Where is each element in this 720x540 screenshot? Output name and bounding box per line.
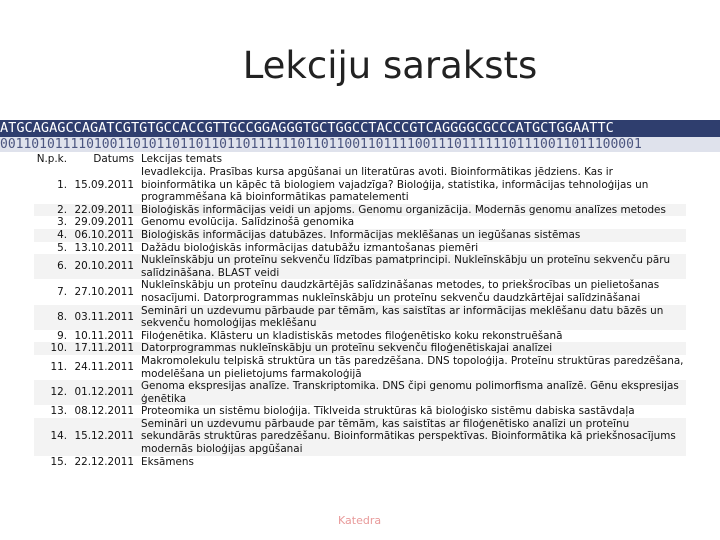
table-row [34,229,686,242]
row-topic: Datorprogrammas nukleīnskābju un proteīnu sekvenču filoģenētiskajai analīzei [140,342,686,355]
row-topic: Dažādu bioloģiskās informācijas datubāžu izmantošanas piemēri [140,242,686,255]
row-number: 3. [34,216,73,229]
row-date: 13.10.2011 [73,242,140,255]
row-number: 9. [34,330,73,343]
table-row [34,216,686,229]
table-row [34,305,686,330]
row-number: 5. [34,242,73,255]
row-topic: Semināri un uzdevumu pārbaude par tēmām, kas saistītas ar filoģenētisko analīzi un proteīnu sekundārās struktūras paredzēšanu. Bioinformātikas perspektīvas. Bioinformātika kā priekšnosacījums modernās bioloģijas apgūšanai [140,418,686,456]
table-row [34,355,686,380]
table-row [34,342,686,355]
row-topic: Semināri un uzdevumu pārbaude par tēmām, kas saistītas ar informācijas meklēšanu datu bāzēs un sekvenču homoloģijas meklēšanu [140,305,686,330]
row-date: 29.09.2011 [73,216,140,229]
table-row [34,405,686,418]
row-date: 06.10.2011 [73,229,140,242]
row-topic: Bioloģiskās informācijas veidi un apjoms. Genomu organizācija. Modernās genomu analīzes metodes [140,204,686,217]
row-number: 7. [34,279,73,304]
row-topic: Ievadlekcija. Prasības kursa apgūšanai un literatūras avoti. Bioinformātikas jēdziens. Kas ir bioinformātika un kāpēc tā biologiem vajadzīga? Bioloģija, statistika, informācijas tehnoloģijas un programmēšana kā bioinformātikas pamatelementi [140,166,686,204]
row-date: 27.10.2011 [73,279,140,304]
row-date: 03.11.2011 [73,305,140,330]
row-number: 12. [34,380,73,405]
table-header-row [34,152,686,166]
dna-sequence-banner: ATGCAGAGCCAGATCGTGTGCCACCGTTGCCGGAGGGTGCTGGCCTACCCGTCAGGGGCGCCCATGCTGGAATTC [0,120,720,137]
table-row [34,166,686,204]
row-number: 6. [34,254,73,279]
row-date: 17.11.2011 [73,342,140,355]
binary-sequence-banner: 0011010111101001101011011011011011111101101100110111100111011111101110011011100001 [0,137,720,152]
row-topic: Makromolekulu telpiskā struktūra un tās paredzēšana. DNS topoloģija. Proteīnu struktūras paredzēšana, modelēšana un pielietojums farmakoloģijā [140,355,686,380]
header-number: N.p.k. [36,152,67,165]
row-number: 8. [34,305,73,330]
table-row [34,204,686,217]
table-row [34,418,686,456]
page-title: Lekciju saraksts [242,44,538,87]
lecture-schedule-table [34,152,686,468]
row-number: 2. [34,204,73,217]
row-topic: Eksāmens [140,456,686,469]
row-number: 10. [34,342,73,355]
row-number: 14. [34,418,73,456]
header-topic: Lekcijas temats [141,152,223,165]
row-date: 15.09.2011 [73,166,140,204]
row-topic: Bioloģiskās informācijas datubāzes. Informācijas meklēšanas un iegūšanas sistēmas [140,229,686,242]
row-date: 22.09.2011 [73,204,140,217]
table-row [34,330,686,343]
row-date: 15.12.2011 [73,418,140,456]
row-date: 01.12.2011 [73,380,140,405]
table-row [34,456,686,469]
row-number: 1. [34,166,73,204]
row-date: 22.12.2011 [73,456,140,469]
row-date: 20.10.2011 [73,254,140,279]
footer-text: Katedra [338,514,382,527]
row-topic: Filoģenētika. Klāsteru un kladistiskās metodes filoģenētisko koku rekonstruēšanā [140,330,686,343]
row-number: 4. [34,229,73,242]
row-date: 10.11.2011 [73,330,140,343]
row-date: 08.12.2011 [73,405,140,418]
row-number: 13. [34,405,73,418]
table-row [34,254,686,279]
table-row [34,279,686,304]
row-number: 15. [34,456,73,469]
row-topic: Nukleīnskābju un proteīnu sekvenču līdzības pamatprincipi. Nukleīnskābju un proteīnu sekvenču pāru salīdzināšana. BLAST veidi [140,254,686,279]
row-topic: Genoma ekspresijas analīze. Transkriptomika. DNS čipi genomu polimorfisma analīzē. Gēnu ekspresijas ģenētika [140,380,686,405]
table-row [34,380,686,405]
header-date: Datums [93,152,134,165]
row-date: 24.11.2011 [73,355,140,380]
table-row [34,242,686,255]
row-topic: Nukleīnskābju un proteīnu daudzkārtējās salīdzināšanas metodes, to priekšrocības un pielietošanas nosacījumi. Datorprogrammas nukleīnskābju un proteīnu sekvenču daudzkārtējai salīdzināšanai [140,279,686,304]
row-topic: Genomu evolūcija. Salīdzinošā genomika [140,216,686,229]
row-topic: Proteomika un sistēmu bioloģija. Tīklveida struktūras kā bioloģisko sistēmu dabiska sastāvdaļa [140,405,686,418]
row-number: 11. [34,355,73,380]
